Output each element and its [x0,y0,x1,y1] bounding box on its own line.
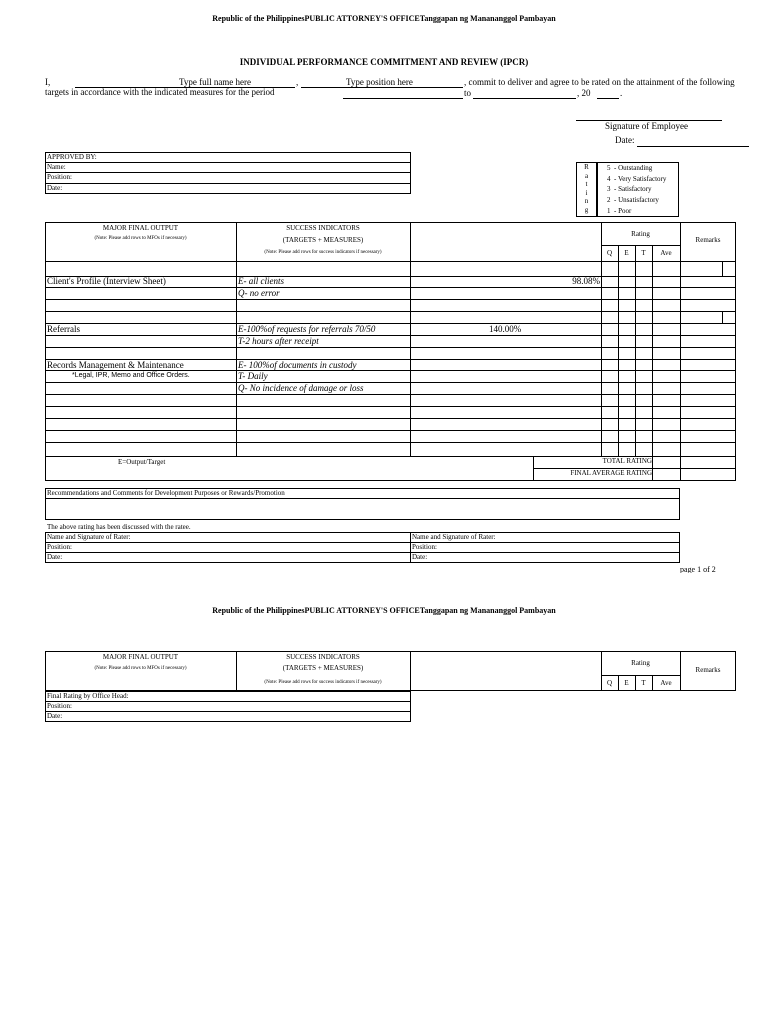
scale-letters: R a t i n g [584,163,589,214]
rater-right[interactable]: Name and Signature of Rater: [412,533,496,541]
agency-header-page2: Republic of the PhilippinesPUBLIC ATTORNEY'S OFFICETanggapan ng Manananggol Pambayan [212,606,556,615]
col-ave-page2: Ave [660,679,672,687]
value-clients-profile: 98.08% [572,276,600,286]
agency-header: Republic of the PhilippinesPUBLIC ATTORNEY'S OFFICETanggapan ng Manananggol Pambayan [212,14,556,23]
si-two-hours: T-2 hours after receipt [238,336,319,346]
approved-box [45,152,411,194]
col-t-page2: T [641,679,646,687]
rater-box [45,532,680,563]
scale-item: 5 - Outstanding [607,164,653,172]
si-referrals: E-100%of requests for referrals 70/50 [238,324,376,334]
full-name-field[interactable]: Type full name here [75,77,295,88]
mfo-records-sub: *Legal, IPR, Memo and Office Orders. [72,372,190,379]
col-si-page2: SUCCESS INDICATORS [286,653,360,661]
col-q-page2: Q [606,679,613,687]
col-si-note-page2: (Note: Please add rows for success indicators if necessary) [264,680,382,685]
si-all-clients: E- all clients [238,276,284,286]
col-mfo-page2: MAJOR FINAL OUTPUT [102,653,179,661]
pledge-comma: , [296,77,299,87]
date-left[interactable]: Date: [47,553,63,561]
col-mfo: MAJOR FINAL OUTPUT [102,224,179,232]
discussion-note: The above rating has been discussed with the ratee. [47,523,191,531]
final-rating-position[interactable]: Position: [47,702,72,710]
year-prefix: , 20 [577,88,591,98]
scale-item: 3 - Satisfactory [607,185,652,194]
scale-list [607,163,666,217]
col-si: SUCCESS INDICATORS [286,224,360,232]
approved-name[interactable]: Name: [47,163,66,171]
approved-title: APPROVED BY: [47,153,97,161]
col-q: Q [606,249,613,257]
col-e-page2: E [624,679,629,687]
scale-item: 2 - Unsatisfactory [607,196,659,205]
pledge-text: , commit to deliver and agree to be rated on the attainment of the following [464,77,735,87]
si-no-damage: Q- No incidence of damage or loss [238,383,364,393]
col-rating: Rating [631,230,650,238]
period-start-field[interactable] [343,87,463,99]
period-end-field[interactable] [473,87,576,99]
signature-label: Signature of Employee [605,121,688,131]
period-end-dot: . [620,88,623,98]
mfo-clients-profile: Client's Profile (Interview Sheet) [47,276,166,286]
position-field[interactable]: Type position here [301,77,463,88]
page-number-clip [680,566,740,573]
approved-position[interactable]: Position: [47,173,72,181]
final-average-label: FINAL AVERAGE RATING [570,469,652,477]
mfo-records: Records Management & Maintenance [47,360,184,370]
form-title: INDIVIDUAL PERFORMANCE COMMITMENT AND REVIEW (IPCR) [239,57,529,67]
col-e: E [624,249,629,257]
approved-date[interactable]: Date: [47,184,63,192]
final-rating-date[interactable]: Date: [47,712,63,720]
scale-item: 4 - Very Satisfactory [607,174,667,183]
rater-left[interactable]: Name and Signature of Rater: [47,533,131,541]
col-remarks: Remarks [695,236,721,244]
si-no-error: Q- no error [238,288,280,298]
value-referrals: 140.00% [489,324,522,334]
scale-item: 1 - Poor [607,206,632,215]
col-t: T [641,249,646,257]
position-right[interactable]: Position: [412,543,437,551]
signature-date-field[interactable] [637,146,749,147]
final-rating-label[interactable]: Final Rating by Office Head: [47,692,129,700]
col-mfo-note-page2: (Note: Please add rows to MFOs if necessary) [94,666,187,671]
col-si-sub: (TARGETS + MEASURES) [282,236,364,244]
date-right[interactable]: Date: [412,553,428,561]
page-number: page 1 of 2 [680,566,716,573]
year-field[interactable] [597,87,619,99]
col-mfo-note: (Note: Please add rows to MFOs if necessary) [94,236,187,241]
position-left[interactable]: Position: [47,543,72,551]
si-daily: T- Daily [238,371,268,381]
col-ave: Ave [660,249,672,257]
col-si-sub-page2: (TARGETS + MEASURES) [282,664,364,672]
pledge-text-2: targets in accordance with the indicated measures for the period [45,87,275,97]
si-documents: E- 100%of documents in custody [238,360,357,370]
signature-date-label: Date: [615,135,635,145]
total-rating-label: TOTAL RATING [602,457,652,465]
col-remarks-page2: Remarks [695,666,721,674]
legend-output-target: E=Output/Target [118,458,166,466]
mfo-referrals: Referrals [47,324,80,334]
col-si-note: (Note: Please add rows for success indicators if necessary) [264,250,382,255]
to-label: to [464,88,472,98]
recommendations-title: Recommendations and Comments for Development Purposes or Rewards/Promotion [47,489,285,497]
col-rating-page2: Rating [631,659,650,667]
pledge-i: I, [45,77,51,87]
